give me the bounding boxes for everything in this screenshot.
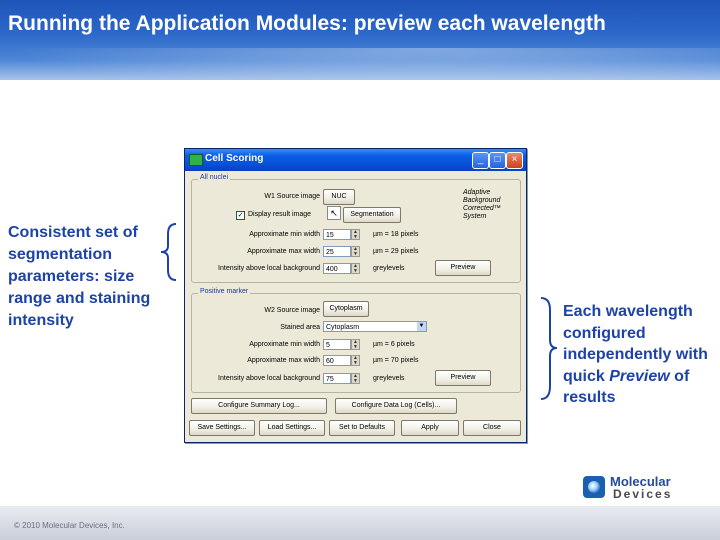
intensity-input-1[interactable]: 400 — [323, 263, 351, 274]
positive-marker-group-label: Positive marker — [200, 288, 249, 295]
save-settings-button[interactable]: Save Settings... — [189, 420, 255, 436]
set-defaults-button[interactable]: Set to Defaults — [329, 420, 395, 436]
adaptive-background-text: Adaptive Background Corrected™ System — [463, 189, 501, 220]
right-callout-preview: Preview — [609, 367, 670, 385]
intensity-spinner-2[interactable]: ▲ ▼ — [351, 373, 360, 384]
max-width-label-2: Approximate max width — [247, 357, 320, 364]
max-width-input-1[interactable]: 25 — [323, 246, 351, 257]
stained-area-label: Stained area — [280, 324, 320, 331]
intensity-input-2[interactable]: 75 — [323, 373, 351, 384]
max-width-unit-2: µm = 70 pixels — [373, 357, 419, 364]
configure-data-log-button[interactable]: Configure Data Log (Cells)... — [335, 398, 457, 414]
configure-summary-log-button[interactable]: Configure Summary Log... — [191, 398, 327, 414]
minimize-button[interactable]: _ — [472, 152, 489, 169]
right-brace — [538, 296, 560, 401]
w2-source-button[interactable]: Cytoplasm — [323, 301, 369, 317]
max-width-unit-1: µm = 29 pixels — [373, 248, 419, 255]
maximize-button[interactable]: □ — [489, 152, 506, 169]
logo-line1: Molecular — [610, 474, 671, 489]
right-callout-text — [563, 301, 715, 409]
close-button[interactable]: Close — [463, 420, 521, 436]
max-width-label-1: Approximate max width — [247, 248, 320, 255]
banner-swoosh — [0, 48, 720, 88]
min-width-spinner-1[interactable]: ▲ ▼ — [351, 229, 360, 240]
cursor-icon: ↖ — [327, 206, 341, 220]
dialog-title: Cell Scoring — [205, 153, 264, 164]
w1-source-label: W1 Source image — [264, 193, 320, 200]
display-result-label: Display result image — [248, 211, 312, 218]
dialog-titlebar[interactable] — [185, 149, 526, 171]
intensity-spinner-1[interactable]: ▲ ▼ — [351, 263, 360, 274]
cell-scoring-dialog — [184, 148, 527, 443]
left-brace — [158, 222, 178, 282]
min-width-unit-1: µm = 18 pixels — [373, 231, 419, 238]
load-settings-button[interactable]: Load Settings... — [259, 420, 325, 436]
copyright-text: © 2010 Molecular Devices, Inc. — [14, 521, 125, 530]
slide-title: Running the Application Modules: preview each wavelength — [8, 12, 606, 35]
preview-button-1[interactable]: Preview — [435, 260, 491, 276]
stained-area-value: Cytoplasm — [326, 324, 360, 331]
right-callout-part1: Each wavelength configured independently with quick — [563, 303, 708, 385]
display-result-checkbox[interactable]: ✓ — [237, 212, 244, 219]
min-width-unit-2: µm = 6 pixels — [373, 341, 415, 348]
min-width-spinner-2[interactable]: ▲ ▼ — [351, 339, 360, 350]
segmentation-button[interactable]: Segmentation — [343, 207, 401, 223]
min-width-input-1[interactable]: 15 — [323, 229, 351, 240]
max-width-spinner-1[interactable]: ▲ ▼ — [351, 246, 360, 257]
w1-source-button[interactable]: NUC — [323, 189, 355, 205]
stained-area-select[interactable] — [323, 321, 427, 332]
molecular-devices-logo — [583, 472, 695, 502]
min-width-label-1: Approximate min width — [249, 231, 320, 238]
min-width-label-2: Approximate min width — [249, 341, 320, 348]
min-width-input-2[interactable]: 5 — [323, 339, 351, 350]
intensity-unit-2: greylevels — [373, 375, 405, 382]
w2-source-label: W2 Source image — [264, 307, 320, 314]
max-width-input-2[interactable]: 60 — [323, 355, 351, 366]
chevron-down-icon[interactable]: ▼ — [418, 323, 425, 329]
logo-mark-icon — [583, 476, 605, 498]
left-callout-text: Consistent set of segmentation parameters: size range and staining intensity — [8, 224, 151, 329]
right-callout-part2: of results — [563, 367, 690, 407]
intensity-label-1: Intensity above local background — [218, 265, 320, 272]
preview-button-2[interactable]: Preview — [435, 370, 491, 386]
intensity-label-2: Intensity above local background — [218, 375, 320, 382]
all-nuclei-group-label: All nuclei — [200, 174, 229, 181]
apply-button[interactable]: Apply — [401, 420, 459, 436]
max-width-spinner-2[interactable]: ▲ ▼ — [351, 355, 360, 366]
intensity-unit-1: greylevels — [373, 265, 405, 272]
app-icon — [189, 154, 203, 166]
close-window-button[interactable]: × — [506, 152, 523, 169]
logo-line2: Devices — [613, 487, 673, 501]
